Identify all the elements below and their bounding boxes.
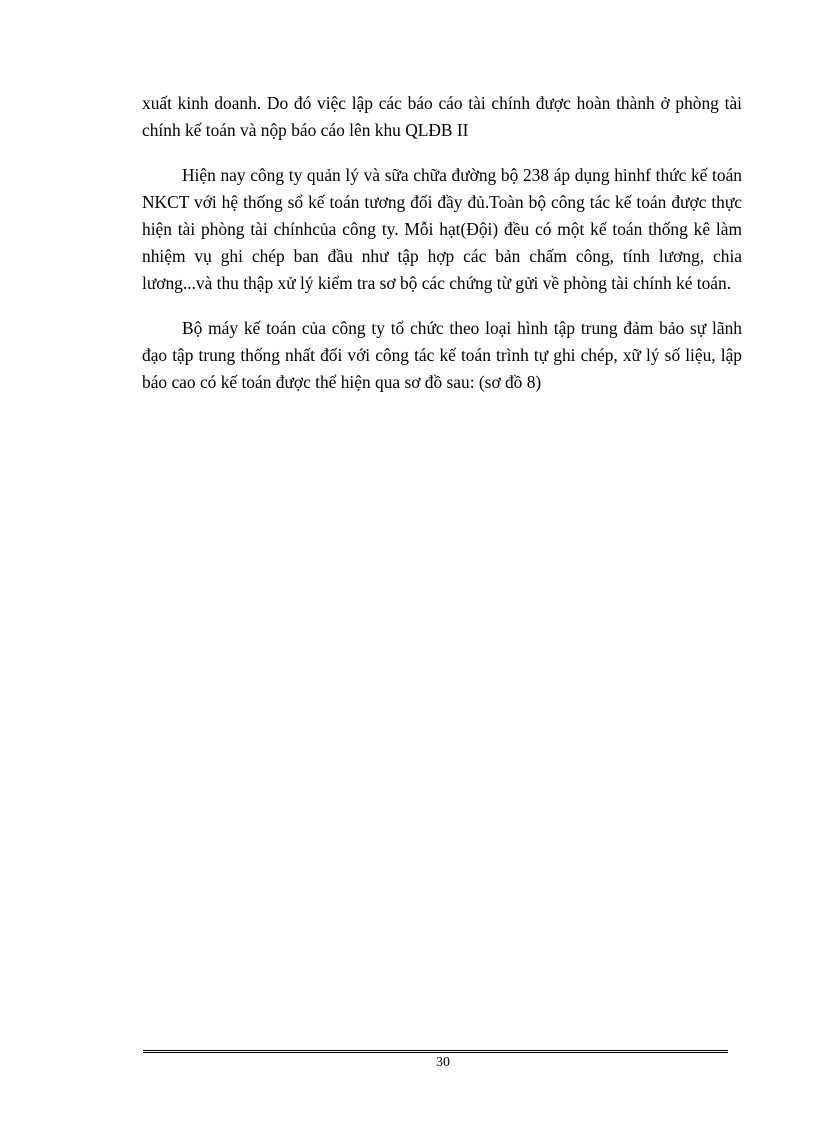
footer-divider	[143, 1050, 728, 1053]
paragraph-continuation: xuất kinh doanh. Do đó việc lập các báo cáo tài chính được hoàn thành ở phòng tài chính kế toán và nộp báo cáo lên khu QLĐB II	[142, 93, 742, 140]
paragraph-accounting-form: Hiện nay công ty quản lý và sữa chữa đường bộ 238 áp dụng hinhf thức kế toán NKCT với hệ thống sổ kế toán tương đối đầy đủ.Toàn bộ công tác kế toán được thực hiện tài phòng tài chínhcủa công ty. Mỗi hạt(Đội) đều có một kế toán thống kê làm nhiệm vụ ghi chép ban đầu như tập hợp các bản chấm công, tính lương, chia lương...và thu thập xử lý kiểm tra sơ bộ các chứng từ gửi về phòng tài chính ké toán.	[142, 165, 742, 293]
page-number: 30	[436, 1055, 450, 1070]
paragraph-accounting-structure: Bộ máy kế toán của công ty tổ chức theo loại hình tập trung đảm bảo sự lãnh đạo tập trung thống nhất đối với công tác kế toán trình tự ghi chép, xữ lý số liệu, lập báo cao có kế toán được thể hiện qua sơ đồ sau: (sơ đồ 8)	[142, 318, 742, 392]
body-text	[142, 90, 742, 414]
